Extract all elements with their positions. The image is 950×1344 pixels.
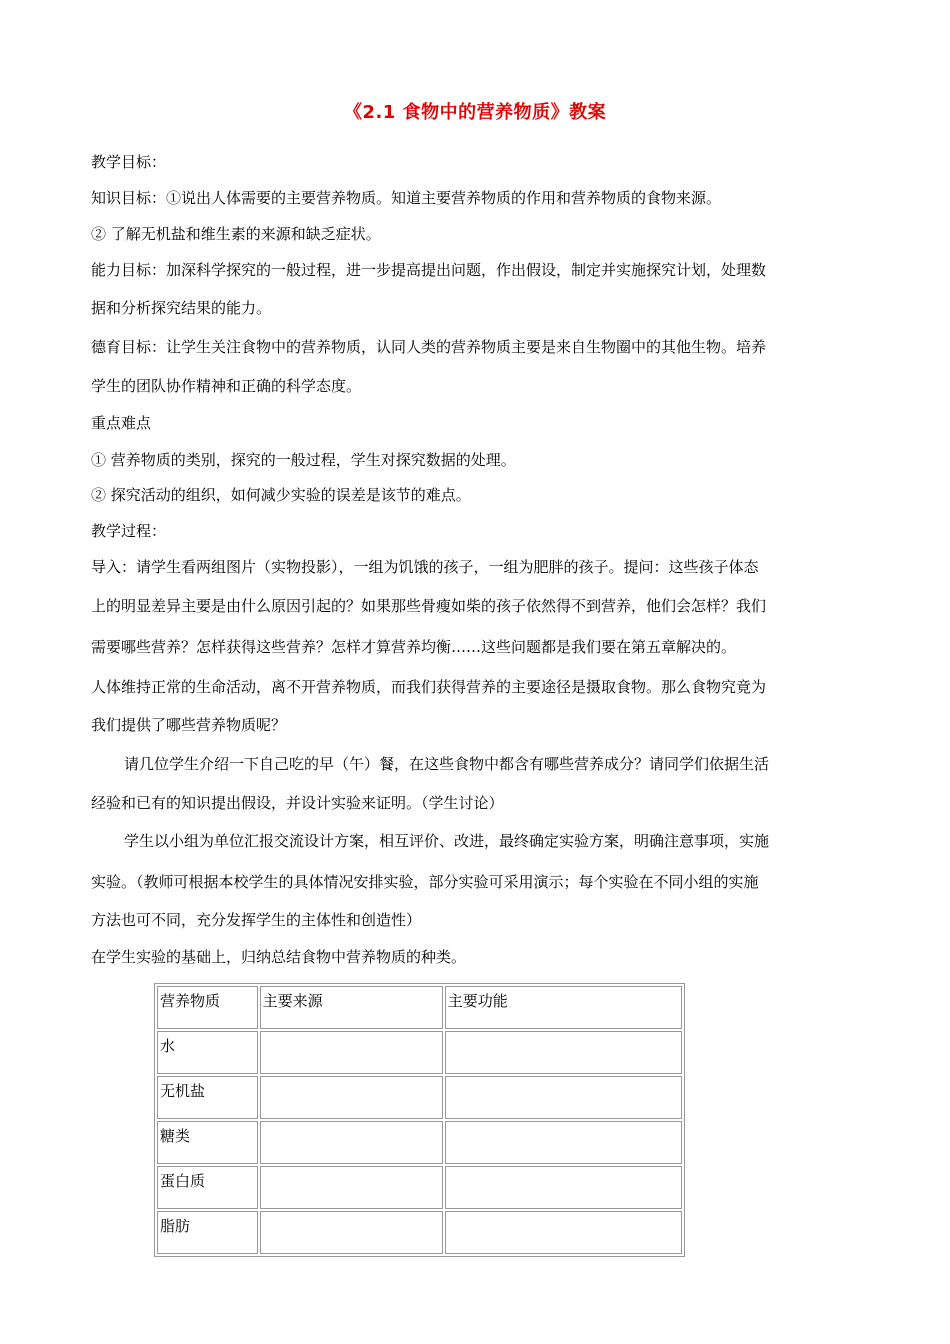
paragraph-line: 教学过程： bbox=[91, 522, 167, 540]
paragraph-line: ② 了解无机盐和维生素的来源和缺乏症状。 bbox=[91, 225, 381, 243]
paragraph-line: 上的明显差异主要是由什么原因引起的？如果那些骨瘦如柴的孩子依然得不到营养，他们会怎样？我们 bbox=[91, 597, 767, 615]
table-cell-function bbox=[445, 1031, 682, 1074]
table-cell-source bbox=[260, 1166, 443, 1209]
paragraph-line: 知识目标：①说出人体需要的主要营养物质。知道主要营养物质的作用和营养物质的食物来源。 bbox=[91, 189, 722, 207]
paragraph-line: 经验和已有的知识提出假设，并设计实验来证明。（学生讨论） bbox=[91, 794, 504, 812]
table-cell-nutrient: 水 bbox=[157, 1031, 258, 1074]
paragraph-line: ① 营养物质的类别，探究的一般过程，学生对探究数据的处理。 bbox=[91, 451, 516, 469]
table-row bbox=[157, 1076, 682, 1119]
table-cell-source bbox=[260, 1076, 443, 1119]
table-cell-function bbox=[445, 1076, 682, 1119]
table-cell-source bbox=[260, 1031, 443, 1074]
table-row bbox=[157, 1031, 682, 1074]
paragraph-line: 据和分析探究结果的能力。 bbox=[91, 299, 272, 317]
table-cell-nutrient: 蛋白质 bbox=[157, 1166, 258, 1209]
paragraph-line: 我们提供了哪些营养物质呢？ bbox=[91, 716, 287, 734]
table-cell-nutrient: 无机盐 bbox=[157, 1076, 258, 1119]
paragraph-line: 德育目标：让学生关注食物中的营养物质，认同人类的营养物质主要是来自生物圈中的其他生物。培养 bbox=[91, 338, 767, 356]
table-cell-function bbox=[445, 1121, 682, 1164]
paragraph-line: ② 探究活动的组织，如何减少实验的误差是该节的难点。 bbox=[91, 486, 471, 504]
paragraph-line: 学生以小组为单位汇报交流设计方案，相互评价、改进，最终确定实验方案，明确注意事项，实施 bbox=[124, 832, 770, 850]
paragraph-line: 人体维持正常的生命活动，离不开营养物质，而我们获得营养的主要途径是摄取食物。那么食物究竟为 bbox=[91, 678, 767, 696]
paragraph-line: 重点难点 bbox=[91, 414, 152, 432]
table-cell-function bbox=[445, 1211, 682, 1254]
paragraph-line: 教学目标： bbox=[91, 153, 167, 171]
paragraph-line: 需要哪些营养？怎样获得这些营养？怎样才算营养均衡……这些问题都是我们要在第五章解决的。 bbox=[91, 638, 737, 656]
page-title: 《2.1 食物中的营养物质》教案 bbox=[343, 102, 607, 123]
paragraph-line: 能力目标：加深科学探究的一般过程，进一步提高提出问题，作出假设，制定并实施探究计划，处理数 bbox=[91, 261, 767, 279]
table-cell-source bbox=[260, 1121, 443, 1164]
table-header-cell: 主要功能 bbox=[445, 986, 682, 1029]
paragraph-line: 学生的团队协作精神和正确的科学态度。 bbox=[91, 377, 362, 395]
table-cell-nutrient: 脂肪 bbox=[157, 1211, 258, 1254]
table-header-cell: 主要来源 bbox=[260, 986, 443, 1029]
table-header-cell: 营养物质 bbox=[157, 986, 258, 1029]
paragraph-line: 在学生实验的基础上，归纳总结食物中营养物质的种类。 bbox=[91, 948, 467, 966]
table-cell-nutrient: 糖类 bbox=[157, 1121, 258, 1164]
table-cell-source bbox=[260, 1211, 443, 1254]
table-header-row bbox=[157, 986, 682, 1029]
nutrient-table bbox=[154, 983, 685, 1257]
paragraph-line: 导入：请学生看两组图片（实物投影），一组为饥饿的孩子，一组为肥胖的孩子。提问：这些孩子体态 bbox=[91, 558, 759, 576]
paragraph-line: 方法也可不同，充分发挥学生的主体性和创造性） bbox=[91, 911, 422, 929]
paragraph-line: 实验。（教师可根据本校学生的具体情况安排实验，部分实验可采用演示；每个实验在不同小组的实施 bbox=[91, 873, 759, 891]
table-row bbox=[157, 1166, 682, 1209]
table-row bbox=[157, 1121, 682, 1164]
table-row bbox=[157, 1211, 682, 1254]
table-cell-function bbox=[445, 1166, 682, 1209]
paragraph-line: 请几位学生介绍一下自己吃的早（午）餐，在这些食物中都含有哪些营养成分？请同学们依据生活 bbox=[124, 755, 770, 773]
